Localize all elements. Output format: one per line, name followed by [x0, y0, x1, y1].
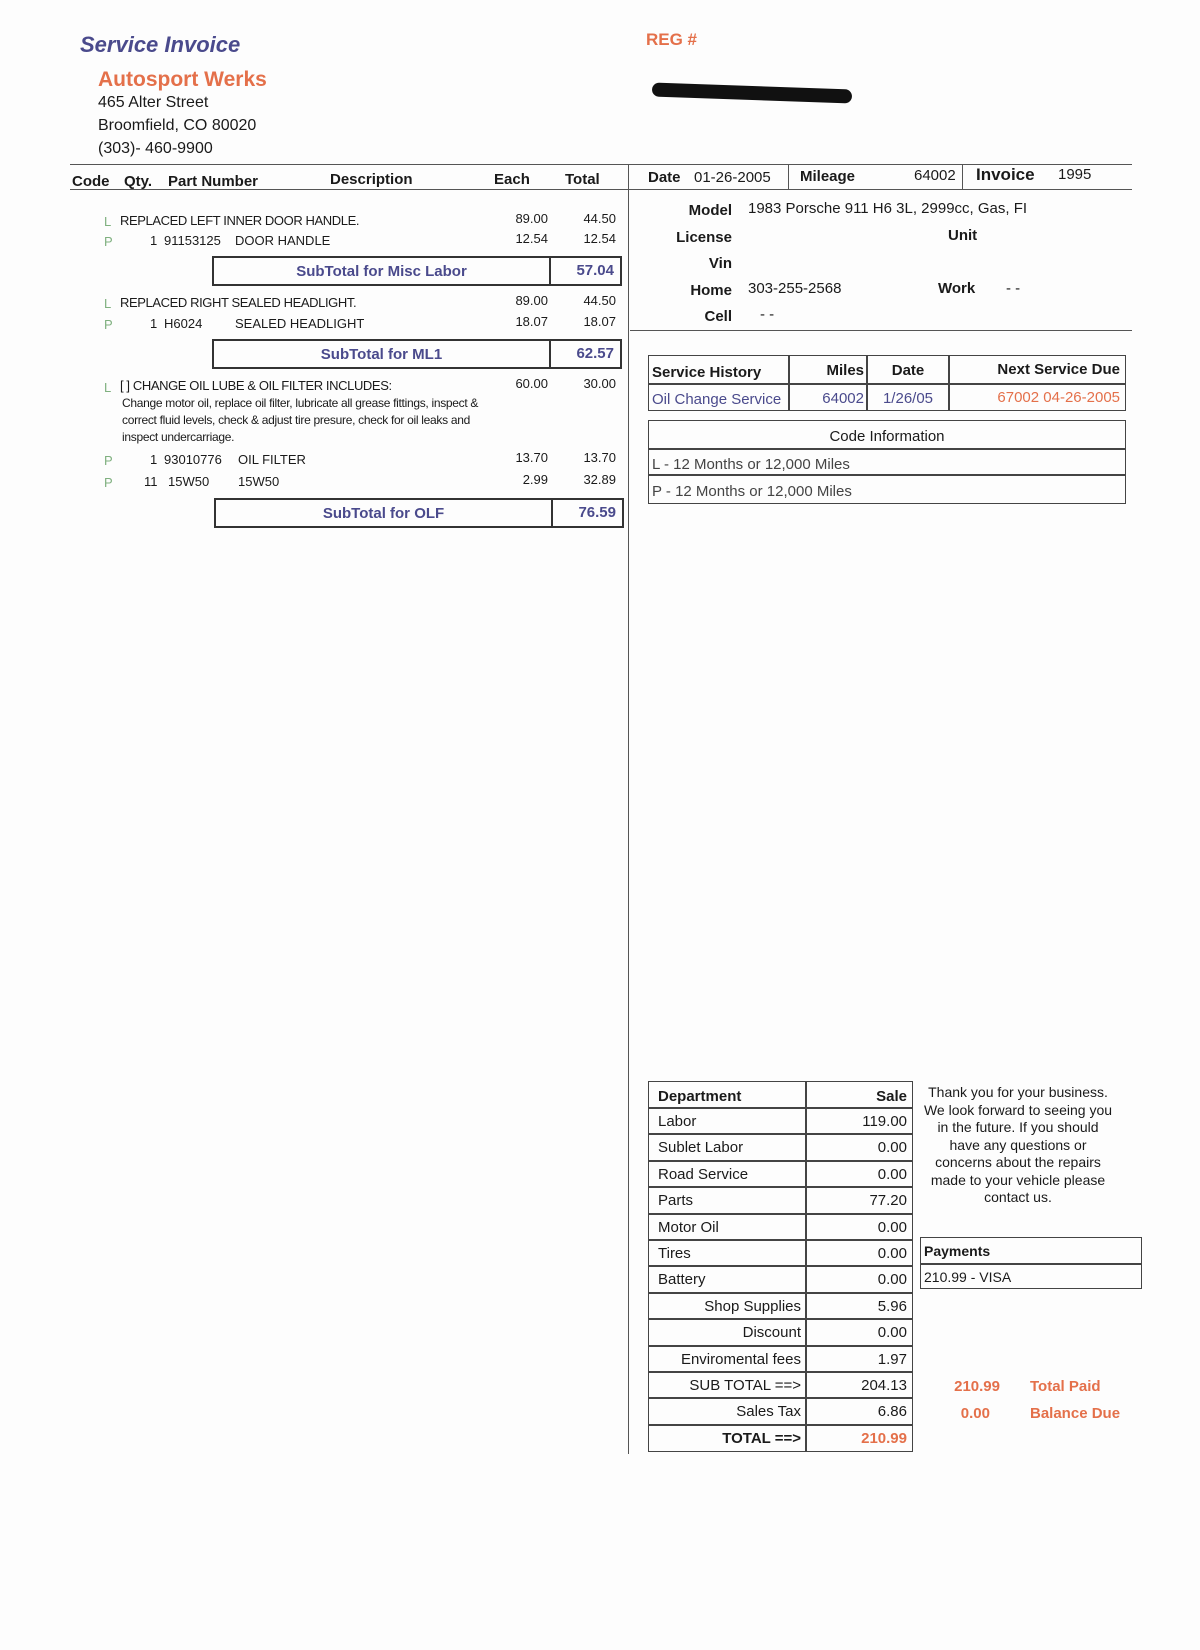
thank-you-line: have any questions or: [949, 1136, 1087, 1153]
balance-due-label: Balance Due: [1030, 1405, 1121, 1422]
totals-row-label: Shop Supplies: [704, 1297, 801, 1315]
invoice-number: 1995: [1058, 166, 1092, 183]
service-name: Oil Change Service: [652, 391, 782, 408]
cell-phone-value: - -: [760, 306, 775, 323]
line-part: 91153125: [164, 233, 221, 248]
cell-phone-label: Cell: [704, 308, 732, 325]
line-part: 93010776: [164, 452, 222, 467]
line-code: L: [104, 296, 112, 311]
line-total: 18.07: [583, 314, 616, 329]
total-paid-label: Total Paid: [1030, 1378, 1101, 1395]
line-part: 15W50: [168, 474, 210, 489]
totals-row-label: Sales Tax: [736, 1403, 801, 1421]
home-phone-label: Home: [690, 282, 732, 299]
line-part: H6024: [164, 316, 203, 331]
model-label: Model: [688, 202, 732, 219]
code-info-title: Code Information: [829, 428, 945, 445]
col-total: Total: [565, 171, 600, 188]
line-each: 18.07: [515, 314, 548, 329]
department-header: Department: [658, 1088, 742, 1105]
invoice-label: Invoice: [976, 165, 1035, 184]
line-code: P: [104, 475, 113, 490]
company-phone: (303)- 460-9900: [98, 140, 213, 157]
line-code: L: [104, 214, 112, 229]
line-each: 89.00: [515, 211, 548, 226]
home-phone-value: 303-255-2568: [748, 280, 842, 297]
date-value: 01-26-2005: [694, 169, 771, 186]
line-each: 12.54: [515, 231, 548, 246]
meta-divider-2: [962, 164, 963, 189]
subtotal-value: 57.04: [576, 262, 614, 279]
line-description: [ ] CHANGE OIL LUBE & OIL FILTER INCLUDES:: [120, 378, 392, 393]
date-header: Date: [891, 362, 925, 379]
totals-row-label: Sublet Labor: [658, 1139, 744, 1157]
col-qty: Qty.: [124, 173, 153, 190]
line-each: 89.00: [515, 293, 548, 308]
col-code: Code: [72, 173, 110, 190]
totals-row-label: Battery: [658, 1271, 706, 1289]
balance-due-value: 0.00: [960, 1405, 990, 1422]
col-part-number: Part Number: [168, 173, 259, 190]
total-paid-value: 210.99: [954, 1378, 1000, 1395]
totals-row-value: 119.00: [862, 1113, 907, 1130]
totals-row-label: Enviromental fees: [680, 1350, 801, 1368]
company-name: Autosport Werks: [98, 68, 267, 91]
company-address-line2: Broomfield, CO 80020: [98, 117, 257, 134]
totals-row-value: 0.00: [877, 1271, 907, 1289]
line-qty: 1: [150, 452, 158, 467]
thank-you-line: in the future. If you should: [937, 1119, 1099, 1135]
line-qty: 11: [144, 474, 158, 489]
date-label: Date: [648, 169, 681, 186]
line-description: REPLACED LEFT INNER DOOR HANDLE.: [120, 213, 360, 228]
totals-row-label: Tires: [658, 1245, 691, 1262]
line-note-text: Change motor oil, replace oil filter, lubricate all grease fittings, inspect &: [122, 396, 479, 410]
model-value: 1983 Porsche 911 H6 3L, 2999cc, Gas, FI: [748, 200, 1028, 217]
subtotal-value: 76.59: [578, 504, 616, 521]
company-address-line1: 465 Alter Street: [98, 94, 209, 111]
line-description: 15W50: [238, 474, 280, 489]
subtotal-label: SubTotal for OLF: [322, 505, 445, 522]
totals-row-label: SUB TOTAL ==>: [689, 1377, 801, 1394]
line-code: P: [104, 234, 113, 249]
service-miles: 64002: [822, 390, 864, 407]
service-date: 1/26/05: [882, 390, 934, 407]
totals-row-value: 0.00: [877, 1324, 907, 1342]
col-description: Description: [330, 171, 413, 188]
line-note: [122, 395, 478, 446]
service-history-title: Service History: [652, 364, 762, 381]
subtotal-label: SubTotal for ML1: [320, 346, 443, 363]
line-code: L: [104, 380, 112, 395]
totals-row-value: 77.20: [869, 1192, 907, 1210]
work-phone-label: Work: [938, 280, 976, 297]
thank-you-line: made to your vehicle please: [930, 1171, 1106, 1188]
mileage-value: 64002: [914, 167, 956, 184]
header-top-rule: [70, 164, 1132, 165]
line-total: 44.50: [583, 293, 616, 308]
vin-label: Vin: [708, 255, 732, 272]
totals-row-value: 0.00: [877, 1218, 907, 1236]
totals-row-value: 0.00: [877, 1165, 907, 1183]
line-description: OIL FILTER: [238, 452, 306, 467]
totals-row-label: TOTAL ==>: [722, 1429, 801, 1447]
thank-you-line: Thank you for your business.: [928, 1084, 1108, 1100]
line-note-text: inspect undercarriage.: [122, 430, 235, 444]
license-label: License: [676, 229, 732, 246]
vehicle-bottom-rule: [630, 330, 1132, 331]
line-qty: 1: [150, 316, 158, 331]
unit-label: Unit: [948, 227, 978, 244]
sale-header: Sale: [876, 1088, 907, 1105]
line-each: 13.70: [515, 450, 548, 465]
line-qty: 1: [150, 233, 158, 248]
totals-row-value: 1.97: [877, 1350, 907, 1368]
totals-row-label: Discount: [742, 1324, 801, 1342]
payments-title: Payments: [924, 1243, 991, 1259]
totals-row-value: 210.99: [861, 1429, 907, 1447]
line-description: SEALED HEADLIGHT: [235, 316, 365, 331]
column-divider: [628, 164, 629, 1454]
totals-row-label: Labor: [658, 1113, 697, 1130]
line-total: 13.70: [583, 450, 616, 465]
line-total: 30.00: [583, 376, 616, 391]
totals-row-value: 6.86: [877, 1403, 907, 1421]
col-each: Each: [494, 171, 530, 188]
next-service-due: 67002 04-26-2005: [997, 389, 1120, 406]
totals-row-value: 204.13: [861, 1377, 907, 1394]
totals-row-value: 0.00: [877, 1245, 907, 1262]
subtotal-label: SubTotal for Misc Labor: [296, 263, 467, 280]
reg-label: REG #: [646, 30, 698, 49]
line-total: 44.50: [583, 211, 616, 226]
totals-row-label: Parts: [658, 1192, 694, 1210]
mileage-label: Mileage: [800, 168, 856, 185]
totals-row-label: Road Service: [658, 1165, 749, 1183]
code-info-row: P - 12 Months or 12,000 Miles: [652, 483, 852, 500]
payment-entry: 210.99 - VISA: [924, 1269, 1012, 1285]
redacted-registration: [652, 83, 852, 104]
meta-divider-1: [788, 164, 789, 189]
line-total: 12.54: [583, 231, 616, 246]
line-note-text: correct fluid levels, check & adjust tire presure, check for oil leaks and: [122, 413, 470, 427]
line-each: 2.99: [522, 472, 548, 487]
work-phone-value: - -: [1006, 280, 1021, 297]
code-info-row: L - 12 Months or 12,000 Miles: [652, 456, 850, 473]
line-each: 60.00: [515, 376, 548, 391]
thank-you-note: [918, 1084, 1118, 1207]
line-description: REPLACED RIGHT SEALED HEADLIGHT.: [120, 295, 357, 310]
line-description: DOOR HANDLE: [235, 233, 331, 248]
line-total: 32.89: [583, 472, 616, 487]
subtotal-value: 62.57: [576, 345, 614, 362]
line-code: P: [104, 453, 113, 468]
miles-header: Miles: [826, 362, 864, 379]
document-title: Service Invoice: [80, 32, 241, 57]
thank-you-line: We look forward to seeing you: [923, 1101, 1113, 1118]
totals-row-value: 5.96: [877, 1297, 907, 1315]
totals-row-label: Motor Oil: [658, 1218, 719, 1236]
line-code: P: [104, 317, 113, 332]
thank-you-line: concerns about the repairs: [935, 1154, 1101, 1170]
totals-row-value: 0.00: [877, 1139, 907, 1157]
thank-you-line: contact us.: [984, 1189, 1052, 1205]
next-service-header: Next Service Due: [997, 361, 1120, 378]
